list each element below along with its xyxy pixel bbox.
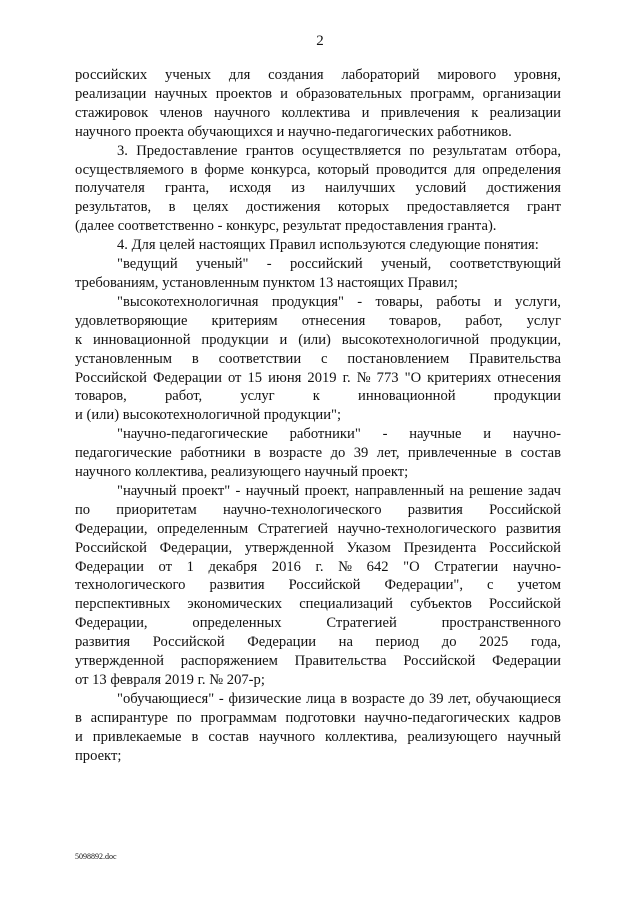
word: условий xyxy=(415,180,467,197)
word: № xyxy=(338,558,353,575)
word: лица xyxy=(306,690,336,707)
word: Стратегией xyxy=(257,520,329,537)
word: критериях xyxy=(427,369,492,386)
text-line xyxy=(75,179,561,198)
word: кадров xyxy=(518,709,561,726)
word: научно- xyxy=(512,558,561,575)
word: в xyxy=(253,445,261,462)
word: педагогические xyxy=(75,445,172,462)
word: которых xyxy=(337,199,390,216)
word: в xyxy=(505,445,512,462)
word: (или) xyxy=(298,331,331,348)
word: привлечения xyxy=(380,104,460,121)
word: удовлетворяющие xyxy=(75,312,188,329)
word: период xyxy=(375,634,420,651)
word: товаров, xyxy=(389,312,442,329)
word: результатов, xyxy=(75,199,152,216)
word: распоряжением xyxy=(180,653,278,670)
text-line xyxy=(75,576,561,595)
word: с xyxy=(486,577,494,594)
word: возрасте xyxy=(351,690,405,707)
text-line xyxy=(75,369,561,388)
word: - xyxy=(266,256,272,273)
word: развития xyxy=(505,520,561,537)
word: ученых xyxy=(165,67,212,83)
word: утвержденной xyxy=(244,539,334,556)
word: форме xyxy=(204,161,244,178)
word: "О xyxy=(403,558,420,575)
word: критериям xyxy=(211,312,278,329)
word: и xyxy=(361,104,370,121)
word: Российской xyxy=(403,653,476,670)
word: научного xyxy=(213,104,271,121)
word: научных xyxy=(154,85,208,102)
definition-high-tech-products xyxy=(75,293,561,425)
word: услуги, xyxy=(515,293,561,310)
text-line: научного коллектива, реализующего научный проект; xyxy=(75,464,409,481)
word: - xyxy=(218,690,224,707)
page-number: 2 xyxy=(316,33,324,49)
word: Федерации, xyxy=(75,615,148,632)
word: получателя xyxy=(75,180,145,197)
word: к xyxy=(471,104,479,121)
definition-students xyxy=(75,690,561,766)
word: проект, xyxy=(304,482,350,499)
text-line xyxy=(75,520,561,539)
word: к xyxy=(75,331,83,348)
word: Федерации xyxy=(75,558,144,575)
text-line xyxy=(75,728,561,747)
word: - xyxy=(357,293,363,310)
word: в xyxy=(191,728,199,745)
word: "научный xyxy=(117,482,177,499)
text-line xyxy=(75,350,561,369)
text-line xyxy=(75,501,561,520)
word: решение xyxy=(469,482,523,499)
word: научные xyxy=(409,426,462,443)
paragraph-continuation xyxy=(75,66,561,142)
word: Федерации xyxy=(492,653,561,670)
text-line xyxy=(75,387,561,406)
word: 3. xyxy=(117,142,128,159)
text-line xyxy=(75,255,561,274)
word: "ведущий xyxy=(117,256,178,273)
text-line: (далее соответственно - конкурс, результат предоставления гранта). xyxy=(75,218,497,235)
word: 15 xyxy=(247,369,263,386)
text-line xyxy=(75,293,561,312)
word: в xyxy=(340,690,348,707)
word: коллектива, xyxy=(325,728,398,745)
word: гранта, xyxy=(164,180,210,197)
word: коллектива xyxy=(281,104,351,121)
text-line xyxy=(75,614,561,633)
word: развития xyxy=(209,577,265,594)
word: реализации xyxy=(75,85,147,102)
word: по xyxy=(409,142,425,159)
word: по xyxy=(176,709,192,726)
word: который xyxy=(317,161,370,178)
word: с xyxy=(321,350,328,367)
word: конкурса, xyxy=(250,161,311,178)
word: научно- xyxy=(512,426,561,443)
word: учетом xyxy=(517,577,561,594)
word: и xyxy=(280,85,288,102)
word: установленным xyxy=(75,350,173,367)
word: Российской xyxy=(489,596,561,613)
word: реализующего xyxy=(407,728,498,745)
text-line xyxy=(75,85,561,104)
word: Российской xyxy=(152,634,225,651)
word: "О xyxy=(404,369,422,386)
text-line xyxy=(75,66,561,85)
text-line xyxy=(75,331,561,350)
word: ученый" xyxy=(195,256,249,273)
word: членов xyxy=(159,104,203,121)
word: 39 xyxy=(353,445,369,462)
word: от xyxy=(158,558,172,575)
word: Федерации xyxy=(247,634,317,651)
word: от xyxy=(227,369,242,386)
word: реализации xyxy=(489,104,561,121)
word: - xyxy=(235,482,241,499)
word: 773 xyxy=(376,369,399,386)
word: 39 xyxy=(428,690,444,707)
word: программам xyxy=(200,709,277,726)
word: товаров, xyxy=(75,388,127,405)
word: определенным xyxy=(157,520,249,537)
word: 2025 xyxy=(479,634,509,651)
word: продукции, xyxy=(490,331,561,348)
word: соответствии xyxy=(218,350,302,367)
text-line: от 13 февраля 2019 г. № 207-р; xyxy=(75,672,265,688)
word: проект" xyxy=(181,482,231,499)
word: соответствующий xyxy=(449,256,561,273)
word: достижения xyxy=(486,180,561,197)
word: специализаций xyxy=(299,596,393,613)
text-line xyxy=(75,558,561,577)
definition-research-teaching-staff xyxy=(75,425,561,482)
word: и xyxy=(75,728,83,745)
text-line xyxy=(75,690,561,709)
word: инновационной xyxy=(92,331,191,348)
word: услуг xyxy=(526,312,561,329)
word: постановлением xyxy=(347,350,450,367)
word: осуществляемого xyxy=(75,161,184,178)
word: работ, xyxy=(164,388,203,405)
word: отнесения xyxy=(497,369,561,386)
word: для xyxy=(453,161,476,178)
word: "научно-педагогические xyxy=(117,426,268,443)
word: отнесения xyxy=(301,312,366,329)
word: в xyxy=(75,709,82,726)
definition-leading-scientist xyxy=(75,255,561,293)
word: Правительства xyxy=(469,350,561,367)
word: Федерации, xyxy=(75,520,148,537)
word: г. xyxy=(315,558,324,575)
word: возрасте xyxy=(269,445,323,462)
word: товары, xyxy=(375,293,423,310)
word: № xyxy=(356,369,371,386)
word: июня xyxy=(268,369,302,386)
text-line xyxy=(75,444,561,463)
word: "обучающиеся" xyxy=(117,690,215,707)
word: субъектов xyxy=(410,596,472,613)
word: и xyxy=(494,293,502,310)
word: лет, xyxy=(376,445,400,462)
word: в xyxy=(190,161,198,178)
word: научный xyxy=(245,482,300,499)
text-line xyxy=(75,633,561,652)
word: научно-педагогических xyxy=(364,709,510,726)
word: научно-технологического xyxy=(222,501,382,518)
word: продукция" xyxy=(271,293,344,310)
word: Указом xyxy=(346,539,391,556)
word: инновационной xyxy=(358,388,456,405)
word: привлеченные xyxy=(407,445,497,462)
word: ученый, xyxy=(381,256,432,273)
word: Предоставление xyxy=(136,142,238,159)
word: и xyxy=(279,331,288,348)
text-line: и (или) высокотехнологичной продукции"; xyxy=(75,407,342,424)
word: 1 xyxy=(186,558,194,575)
word: из xyxy=(291,180,305,197)
word: задач xyxy=(528,482,561,499)
text-line xyxy=(75,142,561,161)
word: Президента xyxy=(403,539,477,556)
word: услуг xyxy=(240,388,275,405)
word: исходя xyxy=(229,180,272,197)
word: Правительства xyxy=(294,653,387,670)
word: лет, xyxy=(448,690,471,707)
text-line xyxy=(75,482,561,501)
word: отбора, xyxy=(515,142,561,159)
word: 2019 xyxy=(307,369,337,386)
word: Российской xyxy=(75,369,147,386)
word: лабораторий xyxy=(341,67,420,83)
word: аспирантуре xyxy=(90,709,169,726)
word: уровня, xyxy=(514,67,561,83)
word: продукции xyxy=(493,388,561,405)
word: Российской xyxy=(288,577,361,594)
word: образовательных xyxy=(296,85,403,102)
word: состав xyxy=(208,728,249,745)
word: обучающиеся xyxy=(475,690,561,707)
text-line xyxy=(75,709,561,728)
text-line xyxy=(75,652,561,671)
word: программ, xyxy=(410,85,475,102)
document-body xyxy=(75,66,561,766)
word: на xyxy=(449,482,464,499)
word: 2016 xyxy=(271,558,301,575)
word: стажировок xyxy=(75,104,149,121)
text-line xyxy=(75,198,561,217)
word: научно-технологического xyxy=(337,520,497,537)
text-line xyxy=(75,104,561,123)
word: Федерации", xyxy=(384,577,463,594)
word: в xyxy=(191,350,199,367)
text-line: требованиям, установленным пунктом 13 настоящих Правил; xyxy=(75,274,458,291)
word: достижения xyxy=(245,199,321,216)
word: года, xyxy=(530,634,561,651)
text-line: научного проекта обучающихся и научно-педагогических работников. xyxy=(75,123,512,140)
word: Федерации xyxy=(152,369,222,386)
word: проводится xyxy=(376,161,448,178)
word: физические xyxy=(228,690,302,707)
word: г. xyxy=(342,369,351,386)
text-line xyxy=(75,539,561,558)
text-line: проект; xyxy=(75,747,122,764)
word: Федерации, xyxy=(159,539,233,556)
word: по xyxy=(75,501,91,518)
word: создания xyxy=(268,67,324,83)
word: к xyxy=(312,388,320,405)
word: научный xyxy=(507,728,561,745)
word: работы xyxy=(436,293,481,310)
word: российских xyxy=(75,67,148,83)
word: высокотехнологичной xyxy=(341,331,480,348)
word: развития xyxy=(407,501,463,518)
word: развития xyxy=(75,634,131,651)
word: российский xyxy=(290,256,363,273)
word: организации xyxy=(482,85,561,102)
word: 642 xyxy=(366,558,389,575)
word: технологического xyxy=(75,577,186,594)
word: определения xyxy=(482,161,561,178)
paragraph-item-3 xyxy=(75,142,561,237)
word: мирового xyxy=(437,67,497,83)
word: направленный xyxy=(354,482,445,499)
word: Российской xyxy=(489,501,561,518)
word: Стратегии xyxy=(434,558,499,575)
word: наилучших xyxy=(325,180,396,197)
word: до xyxy=(441,634,457,651)
word: результатам xyxy=(432,142,508,159)
word: приоритетам xyxy=(116,501,197,518)
word: научного xyxy=(258,728,316,745)
word: до xyxy=(409,690,425,707)
word: утвержденной xyxy=(75,653,164,670)
word: в xyxy=(168,199,176,216)
word: подготовки xyxy=(285,709,356,726)
word: грант xyxy=(527,199,561,216)
paragraph-item-4 xyxy=(75,236,561,255)
word: Российской xyxy=(75,539,147,556)
word: проектов xyxy=(215,85,273,102)
word: Российской xyxy=(489,539,561,556)
word: осуществляется xyxy=(301,142,402,159)
word: состав xyxy=(520,445,561,462)
document-file-code: 5098892.doc xyxy=(75,852,117,861)
word: и xyxy=(483,426,492,443)
word: экономических xyxy=(187,596,283,613)
text-line xyxy=(75,595,561,614)
text-line xyxy=(75,312,561,331)
word: "высокотехнологичная xyxy=(117,293,259,310)
word: для xyxy=(228,67,251,83)
word: пространственного xyxy=(441,615,561,632)
word: продукции xyxy=(201,331,269,348)
definition-research-project xyxy=(75,482,561,690)
word: работники xyxy=(180,445,246,462)
text-line: 4. Для целей настоящих Правил используются следующие понятия: xyxy=(117,237,539,254)
word: предоставляется xyxy=(406,199,510,216)
word: привлекаемые xyxy=(92,728,182,745)
word: до xyxy=(330,445,346,462)
word: декабря xyxy=(208,558,258,575)
word: работ, xyxy=(465,312,503,329)
word: на xyxy=(338,634,353,651)
text-line xyxy=(75,161,561,180)
word: работники" xyxy=(289,426,361,443)
word: Стратегией xyxy=(326,615,397,632)
word: грантов xyxy=(245,142,294,159)
word: перспективных xyxy=(75,596,171,613)
word: целях xyxy=(192,199,229,216)
text-line xyxy=(75,425,561,444)
word: определенных xyxy=(192,615,282,632)
word: - xyxy=(382,426,388,443)
